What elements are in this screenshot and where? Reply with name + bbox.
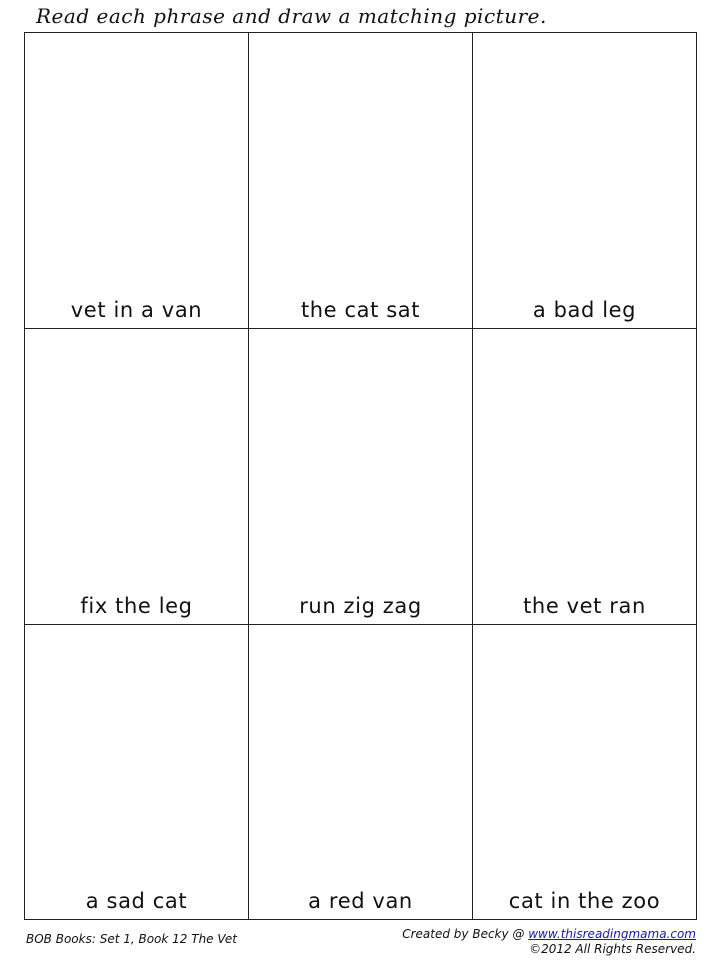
copyright-notice: ©2012 All Rights Reserved. [529,942,696,956]
phrase-label: a bad leg [532,298,637,322]
drawing-box[interactable] [473,329,696,625]
credit-line [402,927,696,942]
credit-prefix: Created by Becky @ [402,927,529,941]
phrase-label: cat in the zoo [508,889,661,913]
phrase-label: the vet ran [523,594,646,618]
phrase-label: fix the leg [80,594,193,618]
book-reference: BOB Books: Set 1, Book 12 The Vet [26,932,237,946]
drawing-box[interactable] [473,625,696,919]
instructions-heading: Read each phrase and draw a matching picture. [36,4,547,28]
phrase-label: the cat sat [300,298,421,322]
phrase-label: a red van [308,889,413,913]
website-link[interactable]: www.thisreadingmama.com [528,927,696,941]
drawing-box[interactable] [473,33,696,329]
drawing-box[interactable] [25,329,249,625]
drawing-box[interactable] [25,625,249,919]
drawing-box[interactable] [25,33,249,329]
drawing-box[interactable] [249,329,473,625]
phrase-label: run zig zag [299,594,422,618]
drawing-box[interactable] [249,625,473,919]
phrase-label: vet in a van [70,298,203,322]
phrase-label: a sad cat [85,889,188,913]
drawing-box[interactable] [249,33,473,329]
credit-block [402,927,696,957]
drawing-grid [24,32,697,920]
